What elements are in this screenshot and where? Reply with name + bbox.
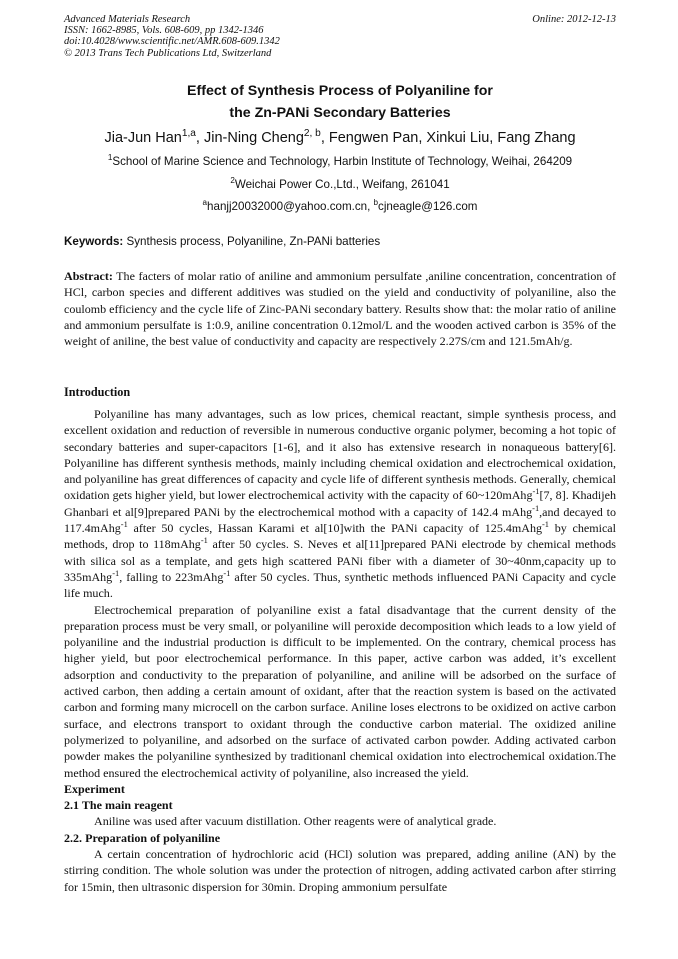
keywords-text: Synthesis process, Polyaniline, Zn-PANi batteries xyxy=(123,235,381,248)
title-line-1: Effect of Synthesis Process of Polyaniline for xyxy=(187,83,493,99)
body-text xyxy=(64,406,616,895)
superscript: -1 xyxy=(120,519,128,530)
keywords xyxy=(64,234,616,249)
author-superscript: 1,a xyxy=(181,128,196,140)
intro-paragraph-1 xyxy=(64,406,616,602)
text-run: after 50 cycles, Hassan Karami et al[10]with the PANi capacity of 125.4mAhg xyxy=(127,521,542,536)
superscript: -1 xyxy=(532,502,540,513)
text-run: [7, 8]. Khadijeh Ghanbari et al[9]prepared PANi by the electrochemical mothod with a capacity of 142.4 mAhg xyxy=(64,488,616,519)
online-date: Online: 2012-12-13 xyxy=(532,14,616,25)
abstract-label: Abstract: xyxy=(64,269,113,283)
abstract xyxy=(64,268,616,349)
paper-title xyxy=(64,80,616,124)
subsection-heading-2-1: 2.1 The main reagent xyxy=(64,798,173,813)
superscript: -1 xyxy=(112,567,120,578)
author-names: , Fengwen Pan, Xinkui Liu, Fang Zhang xyxy=(320,130,576,146)
section-heading-introduction: Introduction xyxy=(64,385,131,399)
affiliation-text: School of Marine Science and Technology, Harbin Institute of Technology, Weihai, 264209 xyxy=(112,155,573,168)
affiliation-text: Weichai Power Co.,Ltd., Weifang, 261041 xyxy=(234,178,450,191)
superscript: -1 xyxy=(532,486,540,497)
author-name: Jia-Jun Han xyxy=(104,130,182,146)
affiliation-marker: 2 xyxy=(230,176,235,186)
doi-line: doi:10.4028/www.scientific.net/AMR.608-609.1342 xyxy=(64,36,280,48)
issn-line: ISSN: 1662-8985, Vols. 608-609, pp 1342-1346 xyxy=(64,25,264,37)
intro-paragraph-2: Electrochemical preparation of polyaniline exist a fatal disadvantage that the current density of the preparation process must be very small, or polyaniline will peroxide decomposition which leads to a low yield of polyaniline and the industrial production is difficult to be implemented. On the contrary, chemical process has higher yield, but poor electrochemical performance. In this paper, active carbon was added, it’s excellent adsorption and conductivity to the preparation of polyaniline, and aniline will be adsorbed on the surface of actived carbon, then adding a certain amount of oxidant, after that the reaction system is based on the activated carbon and forming many microcell on the carbon surface. Aniline loses electrons to be oxidized on active carbon surface, and electrons transport to oxidant through the conductive carbon material. The oxidized aniline polymerized to polyaniline, and adsorbed on the surface of activated carbon powder. Adding activated carbon powder makes the polyaniline synthesized by traditionanl chemical oxidation into electrochemical oxidation.The method ensured the electrochemical activity of polyaniline, also increased the yield. xyxy=(64,602,616,780)
subsection-heading-2-2: 2.2. Preparation of polyaniline xyxy=(64,830,221,845)
subsection-2-2-text: A certain concentration of hydrochloric acid (HCl) solution was prepared, adding aniline (AN) by the stirring condition. The whole solution was under the protection of nitrogen, adding activated carbon after stirring for 15min, then ultrasonic dispersion for 30min. Droping ammonium persulfate xyxy=(64,847,616,894)
keywords-label: Keywords: xyxy=(64,235,124,248)
text-run: , falling to 223mAhg xyxy=(119,569,224,584)
superscript: -1 xyxy=(200,535,208,546)
title-line-2: the Zn-PANi Secondary Batteries xyxy=(229,105,451,121)
author-name: , Jin-Ning Cheng xyxy=(195,130,304,146)
superscript: -1 xyxy=(542,519,550,530)
text-run: after 50 cycles. S. Neves et al[11]prepared PANi electrode by chemical methods with silica sol as a template, and gets high scattered PANi fiber with a diameter of 30~40nm,capacity up to 335mAhg xyxy=(64,537,616,584)
affiliation-marker: 1 xyxy=(107,153,113,163)
author-superscript: 2, b xyxy=(303,128,321,140)
email-marker: b xyxy=(373,198,379,208)
affiliation-1 xyxy=(64,154,616,169)
email-marker: a xyxy=(202,198,208,208)
text-run: Polyaniline has many advantages, such as low prices, chemical reactant, simple synthesis process, and excellent oxidation and reduction of reversible in numerous conductive organic polymer, becoming a hot topic of secondary batteries and super-capacitors [1-6], and it also has extensive research in nonaqueous battery[6]. Polyaniline has different synthesis methods, mainly including chemical oxidation and electrochemical oxidation, and polyaniline has great differences of capacity and cycle life of different synthesis methods. Generally, chemical oxidation gets higher yield, but lower electrochemical activity with the capacity of 60~120mAhg xyxy=(64,407,616,503)
subsection-2-1-text: Aniline was used after vacuum distillation. Other reagents were of analytical grade. xyxy=(94,814,497,829)
email-a: hanjj20032000@yahoo.com.cn, xyxy=(207,200,374,213)
journal-name: Advanced Materials Research xyxy=(64,14,191,25)
section-heading-experiment: Experiment xyxy=(64,781,125,796)
copyright-line: © 2013 Trans Tech Publications Ltd, Switzerland xyxy=(64,47,272,59)
author-list xyxy=(64,128,616,148)
superscript: -1 xyxy=(223,567,231,578)
text-run: ,and decayed to 117.4mAhg xyxy=(64,504,616,536)
affiliation-2 xyxy=(64,177,616,192)
text-run: by chemical methods, drop to 118mAhg xyxy=(64,521,616,552)
abstract-text: The facters of molar ratio of aniline and ammonium persulfate ,aniline concentration, concentration of HCl, carbon species and different additives was studied on the yield and conductivity of polyaniline, also the coulomb efficiency and the cycle life of Zinc-PANi secondary battery. Results show that: the molar ratio of aniline and ammonium persulfate is 1:0.9, aniline concentration 0.12mol/L and the wooden actived carbon is 35% of the weight of aniline, the best value of conductivity and capacity are respectively 2.27S/cm and 121.5mAh/g. xyxy=(64,269,616,349)
email-b: cjneagle@126.com xyxy=(378,200,478,213)
journal-header xyxy=(64,14,616,59)
text-run: after 50 cycles. Thus, synthetic methods influenced PANi Capacity and cycle life much. xyxy=(64,569,617,601)
email-line xyxy=(64,199,616,214)
